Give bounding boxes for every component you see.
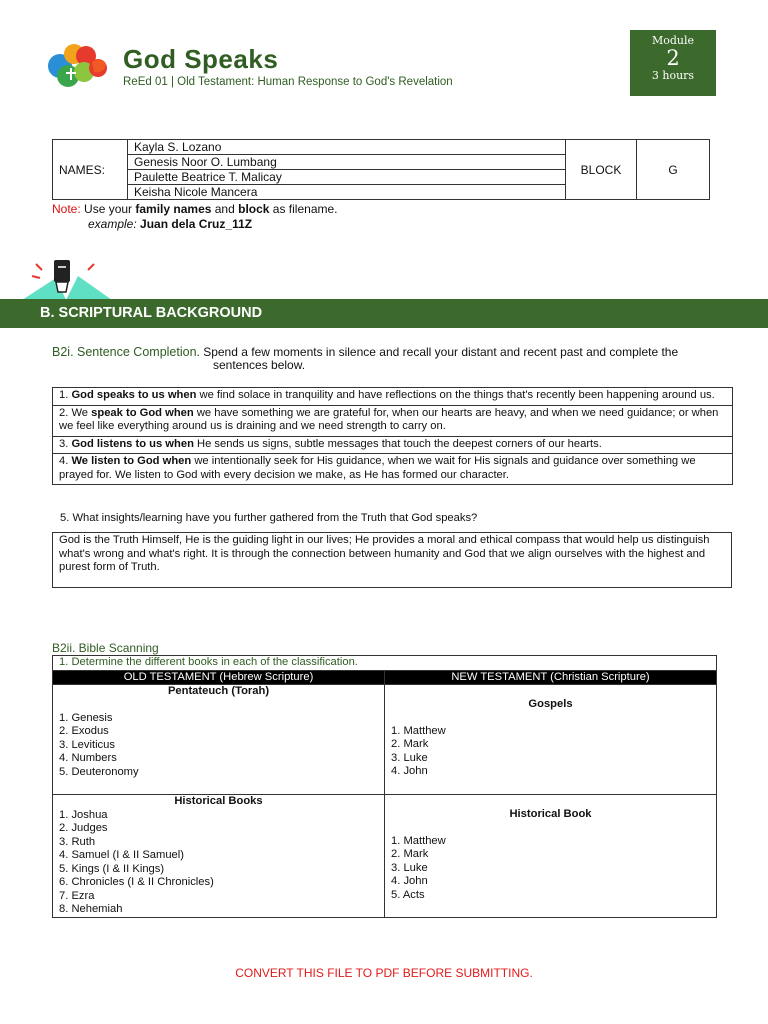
name-cell: Genesis Noor O. Lumbang [128,155,566,170]
book-item: 7. Ezra [59,889,95,902]
note-text: and [211,202,239,216]
gospels-title: Gospels [528,698,573,710]
note-text: as filename. [269,202,338,216]
section-title: B. SCRIPTURAL BACKGROUND [40,305,263,321]
book-item: 4. John [391,875,428,887]
historical-books-cell [53,795,385,918]
book-item: 2. Mark [391,738,429,750]
item-number: 2. We [59,406,92,419]
name-cell: Kayla S. Lozano [128,140,566,155]
note-text: Use your [80,202,136,216]
sentence-item [53,406,732,437]
historical-book-nt-cell [385,795,717,918]
item-answer: we find solace in tranquility and have reflections on the things that's recently been happening around us. [196,389,715,401]
sentence-item [53,437,732,455]
note-bold: family names [135,202,212,216]
book-item: 3. Leviticus [59,738,115,751]
book-item: 4. Numbers [59,752,117,764]
gospels-cell [385,685,717,795]
sentence-completion-heading: B2i. Sentence Completion [52,345,197,359]
item-lead: We listen to God when [71,455,192,467]
note-bold: block [238,202,270,216]
historical-book-nt-title: Historical Book [509,808,592,820]
names-table [52,139,710,200]
instruction-text-cont: sentences below. [213,358,306,372]
sentence-completion-box [52,387,733,485]
book-item: 6. Chronicles (I & II Chronicles) [59,876,214,888]
filename-note [52,202,338,216]
name-cell: Paulette Beatrice T. Malicay [128,170,566,185]
bible-scanning-heading: B2ii. Bible Scanning [52,641,159,655]
book-item: 1. Matthew [391,834,446,847]
item-answer: He sends us signs, subtle messages that touch the deepest corners of our hearts. [193,437,602,450]
module-label: Module [651,34,695,47]
bible-scanning-instruction: 1. Determine the different books in each of the classification. [53,656,717,671]
sentence-item [53,454,732,484]
document-subtitle: ReEd 01 | Old Testament: Human Response to God's Revelation [123,76,453,88]
note-label: Note: [52,202,81,216]
submission-reminder: CONVERT THIS FILE TO PDF BEFORE SUBMITTING. [235,966,533,980]
names-label: NAMES: [53,140,128,200]
pentateuch-cell [53,685,385,795]
bible-hand-icon [22,256,112,304]
block-label: BLOCK [566,140,637,200]
block-value: G [637,140,710,200]
book-item: 5. Kings (I & II Kings) [59,862,165,875]
book-item: 3. Luke [391,751,428,764]
name-cell: Keisha Nicole Mancera [128,185,566,200]
book-item: 5. Acts [391,888,425,901]
old-testament-header: OLD TESTAMENT (Hebrew Scripture) [53,670,385,685]
item-lead: speak to God when [91,406,194,419]
item-lead: God speaks to us when [71,389,197,401]
book-item: 2. Judges [59,822,108,834]
example-value: Juan dela Cruz_11Z [136,217,253,231]
book-item: 2. Exodus [59,725,109,737]
question-5: 5. What insights/learning have you further gathered from the Truth that God speaks? [60,512,478,524]
book-item: 2. Mark [391,848,429,860]
book-item: 4. Samuel (I & II Samuel) [59,849,184,861]
document-title: God Speaks [123,44,279,74]
module-number: 2 [666,46,680,70]
book-item: 4. John [391,765,428,777]
item-number: 1. [59,389,72,401]
book-item: 1. Matthew [391,724,446,737]
module-badge [630,30,716,96]
item-answer: we have something we are grateful for, when our hearts are heavy, and when we need guidance; or when we feel like everything around us is draining and we need strength to carry on. [59,406,719,432]
book-item: 8. Nehemiah [59,903,123,915]
new-testament-header: NEW TESTAMENT (Christian Scripture) [385,670,717,685]
sentence-completion-instructions [52,346,692,372]
pentateuch-title: Pentateuch (Torah) [167,685,270,697]
book-item: 3. Luke [391,861,428,874]
book-item: 5. Deuteronomy [59,765,139,778]
item-answer: we intentionally seek for His guidance, when we wait for His signals and guidance over something we prayed for. We listen to God with every decision we make, as He has formed our character. [59,455,696,481]
example-label: example: [88,217,137,231]
historical-books-title: Historical Books [174,795,263,807]
module-hours: 3 hours [651,69,695,82]
book-item: 1. Genesis [59,711,113,724]
bible-scanning-table [52,655,717,918]
item-number: 3. [59,437,72,450]
logo [46,42,112,94]
book-item: 1. Joshua [59,808,108,821]
sentence-item [53,388,732,406]
item-number: 4. [59,455,72,467]
instruction-text: . Spend a few moments in silence and recall your distant and recent past and complete the [196,345,679,359]
item-lead: God listens to us when [71,437,194,450]
book-item: 3. Ruth [59,835,96,848]
answer-5-box: God is the Truth Himself, He is the guiding light in our lives; He provides a moral and ethical compass that would help us distinguish what's wrong and what's right. It is through the connection between humanity and God that we align ourselves with the highest and purest form of Truth. [52,532,732,588]
filename-example [88,217,252,231]
